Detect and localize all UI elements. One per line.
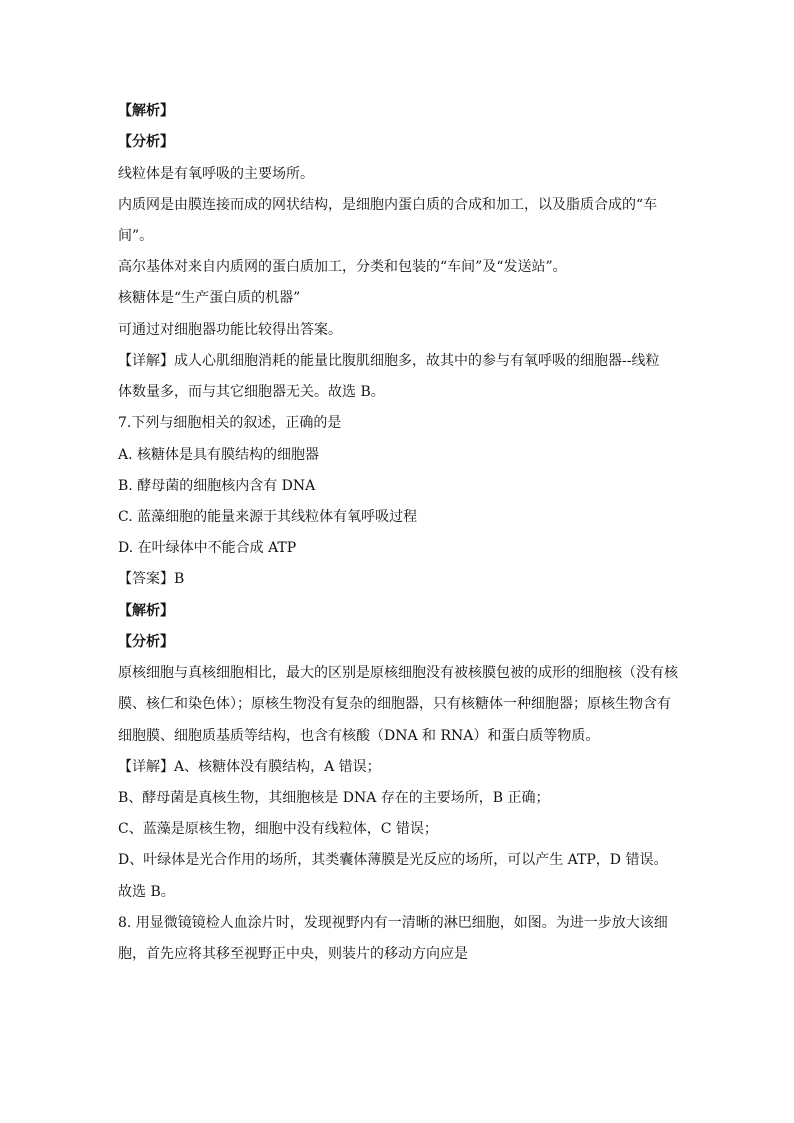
text-line: 膜、核仁和染色体）；原核生物没有复杂的细胞器，只有核糖体一种细胞器；原核生物含有 xyxy=(118,696,671,712)
text-line: 间”。 xyxy=(118,228,154,244)
text-line: 高尔基体对来自内质网的蛋白质加工，分类和包装的“车间”及“发送站”。 xyxy=(118,259,567,275)
section-heading-analysis: 【解析】 xyxy=(118,603,174,619)
question-7-option-d: D. 在叶绿体中不能合成 ATP xyxy=(118,540,297,556)
text-line: 内质网是由膜连接而成的网状结构，是细胞内蛋白质的合成和加工，以及脂质合成的“车 xyxy=(118,197,658,213)
text-line: 故选 B。 xyxy=(118,884,175,900)
text-line: B、酵母菌是真核生物，其细胞核是 DNA 存在的主要场所，B 正确； xyxy=(118,790,550,806)
question-8-stem: 8. 用显微镜镜检人血涂片时，发现视野内有一清晰的淋巴细胞，如图。为进一步放大该细 xyxy=(118,915,668,931)
text-line: 细胞膜、细胞质基质等结构，也含有核酸（DNA 和 RNA）和蛋白质等物质。 xyxy=(118,728,600,744)
text-line: 线粒体是有氧呼吸的主要场所。 xyxy=(118,166,314,182)
text-line: C、蓝藻是原核生物，细胞中没有线粒体，C 错误； xyxy=(118,821,438,837)
text-line: 【详解】A、核糖体没有膜结构，A 错误； xyxy=(118,759,381,775)
text-line: 【详解】成人心肌细胞消耗的能量比腹肌细胞多，故其中的参与有氧呼吸的细胞器--线粒 xyxy=(118,353,660,369)
question-7-option-b: B. 酵母菌的细胞核内含有 DNA xyxy=(118,478,316,494)
section-heading-explanation: 【分析】 xyxy=(118,134,174,150)
question-7-stem: 7.下列与细胞相关的叙述，正确的是 xyxy=(118,415,342,431)
question-7-option-a: A. 核糖体是具有膜结构的细胞器 xyxy=(118,447,320,463)
section-heading-analysis: 【解析】 xyxy=(118,103,174,119)
question-8-stem-continued: 胞，首先应将其移至视野正中央，则装片的移动方向应是 xyxy=(118,946,468,962)
text-line: D、叶绿体是光合作用的场所，其类囊体薄膜是光反应的场所，可以产生 ATP，D 错误。 xyxy=(118,852,668,868)
text-line: 原核细胞与真核细胞相比，最大的区别是原核细胞没有被核膜包被的成形的细胞核（没有核 xyxy=(118,665,678,681)
question-7-option-c: C. 蓝藻细胞的能量来源于其线粒体有氧呼吸过程 xyxy=(118,509,418,525)
text-line: 核糖体是“生产蛋白质的机器” xyxy=(118,290,301,306)
text-line: 可通过对细胞器功能比较得出答案。 xyxy=(118,322,342,338)
section-heading-explanation: 【分析】 xyxy=(118,634,174,650)
question-7-answer: 【答案】B xyxy=(118,571,185,587)
text-line: 体数量多，而与其它细胞器无关。故选 B。 xyxy=(118,384,385,400)
